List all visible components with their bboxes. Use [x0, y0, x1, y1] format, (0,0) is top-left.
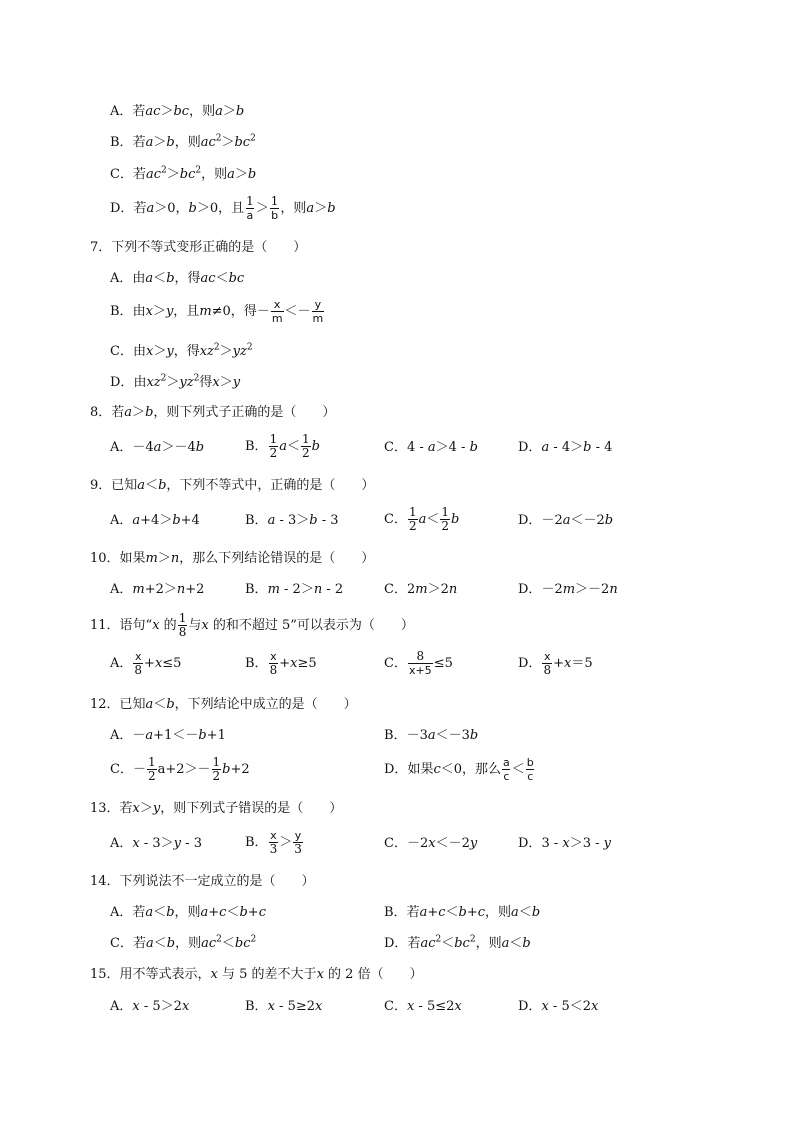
question-14-stem: 14．下列说法不一定成立的是（ ） — [90, 874, 315, 889]
q7-option-c[interactable]: C．由x＞y，得$xz^2>yz^2$ — [110, 342, 253, 359]
q10-option-b[interactable]: B．m - 2＞n - 2 — [245, 582, 344, 597]
q6-option-d[interactable]: D．若a＞0，b＞0，且 $\frac{1}{a}$ ＞ $\frac{1}{b}$ ，则a＞b — [110, 194, 336, 222]
fraction: $\frac{x}{m}$ — [271, 298, 283, 325]
q12-option-a[interactable]: A．－a+1＜－b+1 — [110, 728, 226, 743]
q13-option-d[interactable]: D．3 - x＞3 - y — [518, 836, 612, 851]
q14-option-b[interactable]: B．若a+c＜b+c，则a＜b — [384, 905, 541, 920]
q7-option-b[interactable]: B．由x＞y，且m≠0，得－ $\frac{x}{m}$ ＜－ $\frac{y}{m}$ — [110, 298, 324, 325]
q6-option-c[interactable]: C．若$ac^2>bc^2$，则a＞b — [110, 165, 257, 182]
fraction: $\frac{8}{x+5}$ — [408, 649, 432, 677]
q9-option-a[interactable]: A．a+4＞b+4 — [110, 513, 200, 528]
q6-option-a[interactable]: A．若ac＞bc，则a＞b — [110, 104, 245, 119]
q8-option-c[interactable]: C．4 - a＞4 - b — [384, 440, 478, 455]
fraction: $\frac{1}{2}$ — [147, 755, 156, 783]
q13-option-b[interactable]: B． $\frac{x}{3}$ ＞ $\frac{y}{3}$ — [245, 829, 302, 856]
fraction: $\frac{x}{3}$ — [269, 829, 278, 856]
q13-option-c[interactable]: C．－2x＜－2y — [384, 836, 478, 851]
q9-option-c[interactable]: C． $\frac{1}{2}$ a＜ $\frac{1}{2}$ b — [384, 505, 460, 533]
fraction: $\frac{x}{8}$ — [134, 650, 143, 677]
q15-option-d[interactable]: D．x - 5＜2x — [518, 999, 599, 1014]
q8-option-a[interactable]: A．－4a＞－4b — [110, 440, 205, 455]
q10-option-a[interactable]: A．m+2＞n+2 — [110, 582, 205, 597]
fraction: $\frac{1}{a}$ — [246, 194, 254, 222]
question-9-stem: 9．已知a＜b，下列不等式中，正确的是（ ） — [90, 478, 375, 493]
q12-option-c[interactable]: C．－ $\frac{1}{2}$ a+2＞－ $\frac{1}{2}$ b+2 — [110, 755, 250, 783]
q10-option-d[interactable]: D．－2m＞－2n — [518, 582, 618, 597]
q11-option-c[interactable]: C． $\frac{8}{x+5}$ ≤5 — [384, 649, 453, 677]
fraction: $\frac{1}{2}$ — [301, 432, 310, 460]
fraction: $\frac{y}{m}$ — [312, 298, 324, 325]
q13-option-a[interactable]: A．x - 3＞y - 3 — [110, 836, 202, 851]
q8-option-b[interactable]: B． $\frac{1}{2}$ a＜ $\frac{1}{2}$ b — [245, 432, 320, 460]
fraction: $\frac{1}{2}$ — [269, 432, 278, 460]
fraction: $\frac{1}{2}$ — [212, 755, 221, 783]
question-12-stem: 12．已知a＜b，下列结论中成立的是（ ） — [90, 697, 357, 712]
question-8-stem: 8．若a＞b，则下列式子正确的是（ ） — [90, 405, 336, 420]
q14-option-d[interactable]: D．若$ac^2<bc^2$，则a＜b — [384, 934, 531, 951]
fraction: $\frac{y}{3}$ — [294, 829, 302, 856]
fraction: $\frac{x}{8}$ — [269, 650, 278, 677]
q12-option-b[interactable]: B．－3a＜－3b — [384, 728, 479, 743]
q15-option-b[interactable]: B．x - 5≥2x — [245, 999, 323, 1014]
question-13-stem: 13．若x＞y，则下列式子错误的是（ ） — [90, 801, 343, 816]
fraction: $\frac{b}{c}$ — [526, 756, 534, 783]
q6-option-b[interactable]: B．若a＞b，则$ac^2>bc^2$ — [110, 133, 256, 150]
q8-option-d[interactable]: D．a - 4＞b - 4 — [518, 440, 613, 455]
q14-option-c[interactable]: C．若a＜b，则$ac^2<bc^2$ — [110, 934, 257, 951]
q11-option-a[interactable]: A． $\frac{x}{8}$ +x≤5 — [110, 650, 182, 677]
question-11-stem: 11．语句“x 的 $\frac{1}{8}$ 与x 的和不超过 5”可以表示为（ ） — [90, 611, 414, 639]
fraction: $\frac{x}{8}$ — [543, 650, 552, 677]
q11-option-d[interactable]: D． $\frac{x}{8}$ +x＝5 — [518, 650, 593, 677]
q15-option-a[interactable]: A．x - 5＞2x — [110, 999, 190, 1014]
q9-option-b[interactable]: B．a - 3＞b - 3 — [245, 513, 339, 528]
q14-option-a[interactable]: A．若a＜b，则a+c＜b+c — [110, 905, 266, 920]
fraction: $\frac{1}{b}$ — [270, 194, 279, 222]
q15-option-c[interactable]: C．x - 5≤2x — [384, 999, 462, 1014]
q7-option-d[interactable]: D．由$xz^2>yz^2$得x＞y — [110, 373, 241, 390]
q11-option-b[interactable]: B． $\frac{x}{8}$ +x≥5 — [245, 650, 317, 677]
question-7-stem: 7．下列不等式变形正确的是（ ） — [90, 240, 307, 255]
q10-option-c[interactable]: C．2m＞2n — [384, 582, 458, 597]
q9-option-d[interactable]: D．－2a＜－2b — [518, 513, 614, 528]
fraction: $\frac{a}{c}$ — [503, 756, 510, 783]
fraction: $\frac{1}{2}$ — [441, 505, 450, 533]
q7-option-a[interactable]: A．由a＜b，得ac＜bc — [110, 271, 245, 286]
question-15-stem: 15．用不等式表示，x 与 5 的差不大于x 的 2 倍（ ） — [90, 967, 423, 982]
q12-option-d[interactable]: D．如果c＜0，那么 $\frac{a}{c}$ ＜ $\frac{b}{c}$ — [384, 756, 534, 783]
fraction: $\frac{1}{8}$ — [178, 611, 187, 639]
fraction: $\frac{1}{2}$ — [408, 505, 417, 533]
question-10-stem: 10．如果m＞n，那么下列结论错误的是（ ） — [90, 551, 375, 566]
